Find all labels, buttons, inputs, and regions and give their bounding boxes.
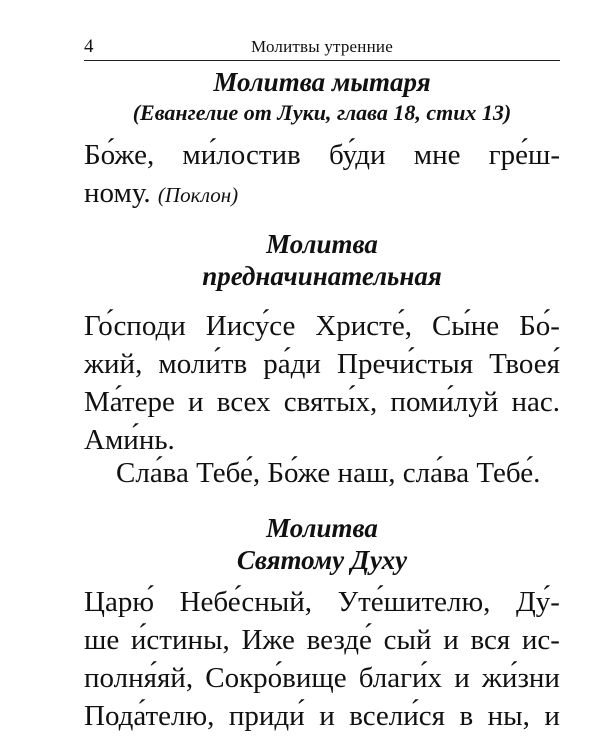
section-title: Молитва	[266, 513, 378, 543]
word: ми́лостив	[182, 139, 301, 171]
word: ны,	[487, 700, 530, 732]
text-line	[84, 697, 560, 735]
word: Ма́тере	[84, 386, 175, 418]
word: благи́х	[358, 662, 443, 694]
word: Твоея́	[489, 348, 560, 380]
word: Иису́се	[205, 310, 296, 342]
word: ра́ди	[263, 348, 321, 380]
word: Пречи́стыя	[337, 348, 474, 380]
text-line	[84, 345, 560, 383]
word: Иже	[241, 624, 295, 656]
section-title: предначинательная	[202, 261, 442, 291]
word: ному.	[84, 177, 151, 209]
section-holy-spirit-heading	[84, 512, 560, 576]
text-line	[84, 659, 560, 697]
section-title: Молитва	[266, 229, 378, 259]
section-title: Молитва мытаря	[213, 67, 431, 97]
text-line	[84, 307, 560, 345]
word: и	[544, 700, 560, 732]
word: и	[319, 700, 335, 732]
rubric-note: (Поклон)	[157, 183, 239, 207]
word: Пода́телю,	[84, 700, 215, 732]
word: и́стины,	[130, 624, 230, 656]
word: Христе́,	[315, 310, 412, 342]
text-line	[84, 174, 560, 214]
page-number: 4	[84, 36, 94, 57]
section-initial-text	[84, 307, 560, 459]
word: Сы́не	[431, 310, 500, 342]
word: гре́ш-	[488, 139, 560, 171]
word: бу́ди	[328, 139, 386, 171]
word: Уте́шителю,	[337, 586, 491, 618]
running-header	[84, 34, 560, 61]
section-publican-text	[84, 136, 560, 214]
word: Ду́-	[516, 586, 560, 618]
word: мне	[413, 139, 461, 171]
word: сый	[383, 624, 432, 656]
running-title: Молитвы утренние	[251, 37, 393, 56]
word: Бо́-	[519, 310, 560, 342]
text-line: Сла́ва Тебе́, Бо́же наш, сла́ва Тебе́.	[116, 457, 541, 489]
word: святы́х,	[283, 386, 378, 418]
word: Го́споди	[84, 310, 186, 342]
word: Сокро́вище	[205, 662, 347, 694]
word: Ами́нь.	[84, 424, 175, 456]
section-initial-heading	[84, 228, 560, 292]
word: всех	[216, 386, 271, 418]
word: моли́тв	[158, 348, 248, 380]
section-title: Святому Духу	[236, 545, 408, 575]
word: ше	[84, 624, 120, 656]
word: жи́зни	[481, 662, 560, 694]
scripture-reference: (Евангелие от Луки, глава 18, стих 13)	[132, 100, 512, 125]
word: Бо́же,	[84, 139, 155, 171]
word: полня́яй,	[84, 662, 194, 694]
word: жий,	[84, 348, 143, 380]
word: и	[454, 662, 470, 694]
word: Царю́	[84, 586, 154, 618]
word: и	[188, 386, 204, 418]
word: и	[443, 624, 459, 656]
text-line	[84, 383, 560, 421]
word: вся	[470, 624, 511, 656]
section-holy-spirit-text	[84, 583, 560, 735]
text-line	[84, 136, 560, 174]
word: всели́ся	[349, 700, 446, 732]
word: Небе́сный,	[179, 586, 312, 618]
word: нас.	[511, 386, 560, 418]
word: в	[459, 700, 474, 732]
text-line	[84, 583, 560, 621]
doxology-line	[84, 454, 560, 492]
word: поми́луй	[390, 386, 499, 418]
word: приди́	[228, 700, 305, 732]
word: везде́	[306, 624, 372, 656]
text-line	[84, 621, 560, 659]
section-publican-heading	[84, 66, 560, 128]
word: ис-	[521, 624, 560, 656]
